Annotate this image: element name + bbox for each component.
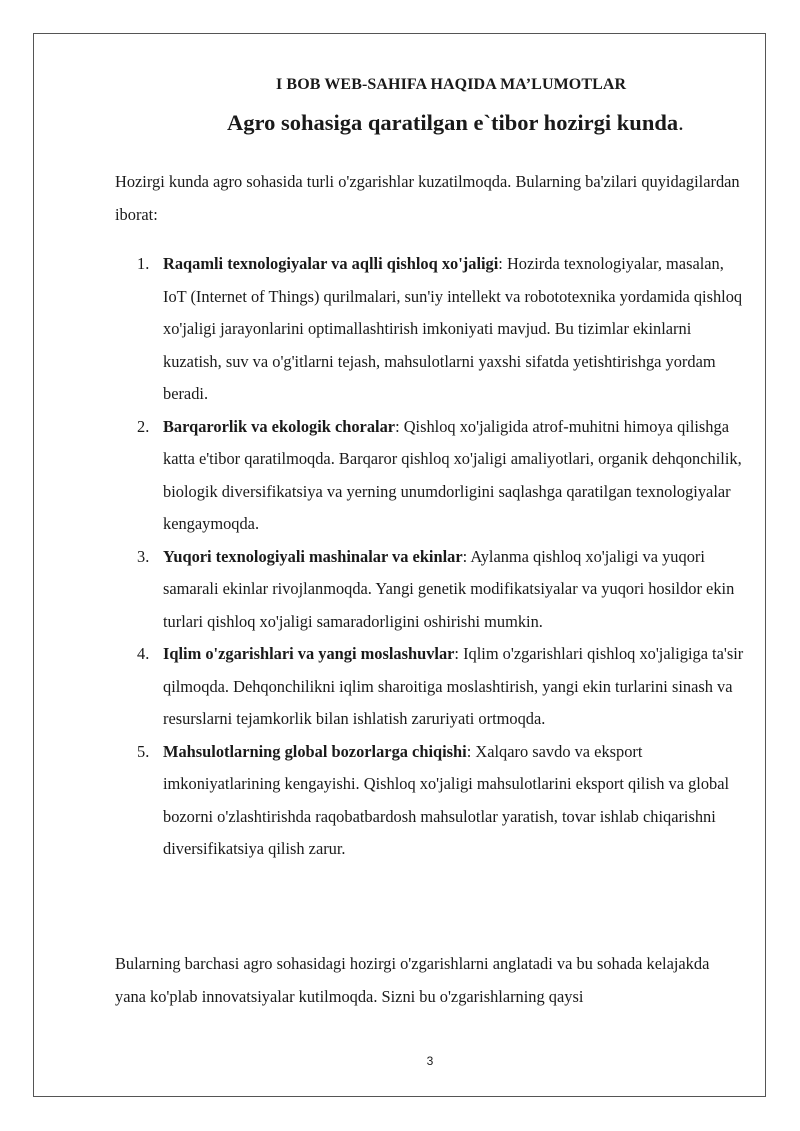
list-item: [115, 411, 745, 541]
list-item-text: : Hozirda texnologiyalar, masalan, IoT (Internet of Things) qurilmalari, sun'iy intellekt va robototexnika yordamida qishloq xo'jaligi jarayonlarini optimallashtirish imkoniyati mavjud. Bu tizimlar ekinlarni kuzatish, suv va o'g'itlarni tejash, mahsulotlarni yaxshi sifatda yetishtirishga yordam beradi.: [163, 254, 743, 403]
page-number: 3: [426, 1054, 434, 1068]
list-item-number: 3.: [137, 546, 150, 566]
section-title: [227, 110, 684, 136]
list-item-term: Mahsulotlarning global bozorlarga chiqishi: [163, 741, 467, 761]
section-title-text: Agro sohasiga qaratilgan e`tibor hozirgi kunda: [227, 110, 679, 135]
list-item-text: : Aylanma qishloq xo'jaligi va yuqori samarali ekinlar rivojlanmoqda. Yangi genetik modifikatsiyalar va yuqori hosildor ekin turlari qishloq xo'jaligi samaradorligini oshirishi mumkin.: [163, 546, 735, 631]
list-item-term: Raqamli texnologiyalar va aqlli qishloq xo'jaligi: [163, 254, 499, 273]
section-title-period: .: [678, 110, 684, 135]
list-item: [115, 736, 745, 866]
list-item-text: : Qishloq xo'jaligida atrof-muhitni himoya qilishga katta e'tibor qaratilmoqda. Barqaror qishloq xo'jaligi amaliyotlari, organik dehqonchilik, biologik diversifikatsiya va yerning unumdorligini saqlashga qaratilgan texnologiyalar kengaymoqda.: [163, 416, 742, 533]
list-item-text: : Iqlim o'zgarishlari qishloq xo'jaligiga ta'sir qilmoqda. Dehqonchilikni iqlim sharoitiga moslashtirish, yangi ekin turlarini sinash va resurslarni tejamkorlik bilan ishlatish zaruriyati ortmoqda.: [163, 644, 744, 728]
outro-paragraph: Bularning barchasi agro sohasidagi hozirgi o'zgarishlarni anglatadi va bu sohada kelajakda yana ko'plab innovatsiyalar kutilmoqda. Sizni bu o'zgarishlarning qaysi: [115, 954, 710, 1006]
chapter-title: I BOB WEB-SAHIFA HAQIDA MA’LUMOTLAR: [276, 76, 627, 93]
list-item-text: : Xalqaro savdo va eksport imkoniyatlarining kengayishi. Qishloq xo'jaligi mahsulotlarini eksport qilish va global bozorni o'zlashtirishda raqobatbardosh mahsulotlar yaratish, tovar ishlab chiqarishni diversifikatsiya qilish zarur.: [163, 741, 730, 858]
list-item-number: 4.: [137, 644, 150, 663]
list-item-term: Barqarorlik va ekologik choralar: [163, 416, 396, 436]
list-item: [115, 638, 745, 736]
list-item: [115, 541, 745, 639]
numbered-list: [115, 248, 745, 866]
list-item-number: 1.: [137, 254, 150, 273]
list-item: [115, 248, 745, 411]
intro-paragraph: Hozirgi kunda agro sohasida turli o'zgarishlar kuzatilmoqda. Bularning ba'zilari quyidagilardan iborat:: [115, 172, 740, 224]
list-item-number: 5.: [137, 741, 150, 761]
list-item-term: Iqlim o'zgarishlari va yangi moslashuvlar: [163, 644, 455, 663]
list-item-number: 2.: [137, 416, 150, 436]
list-item-term: Yuqori texnologiyali mashinalar va ekinlar: [163, 546, 463, 566]
